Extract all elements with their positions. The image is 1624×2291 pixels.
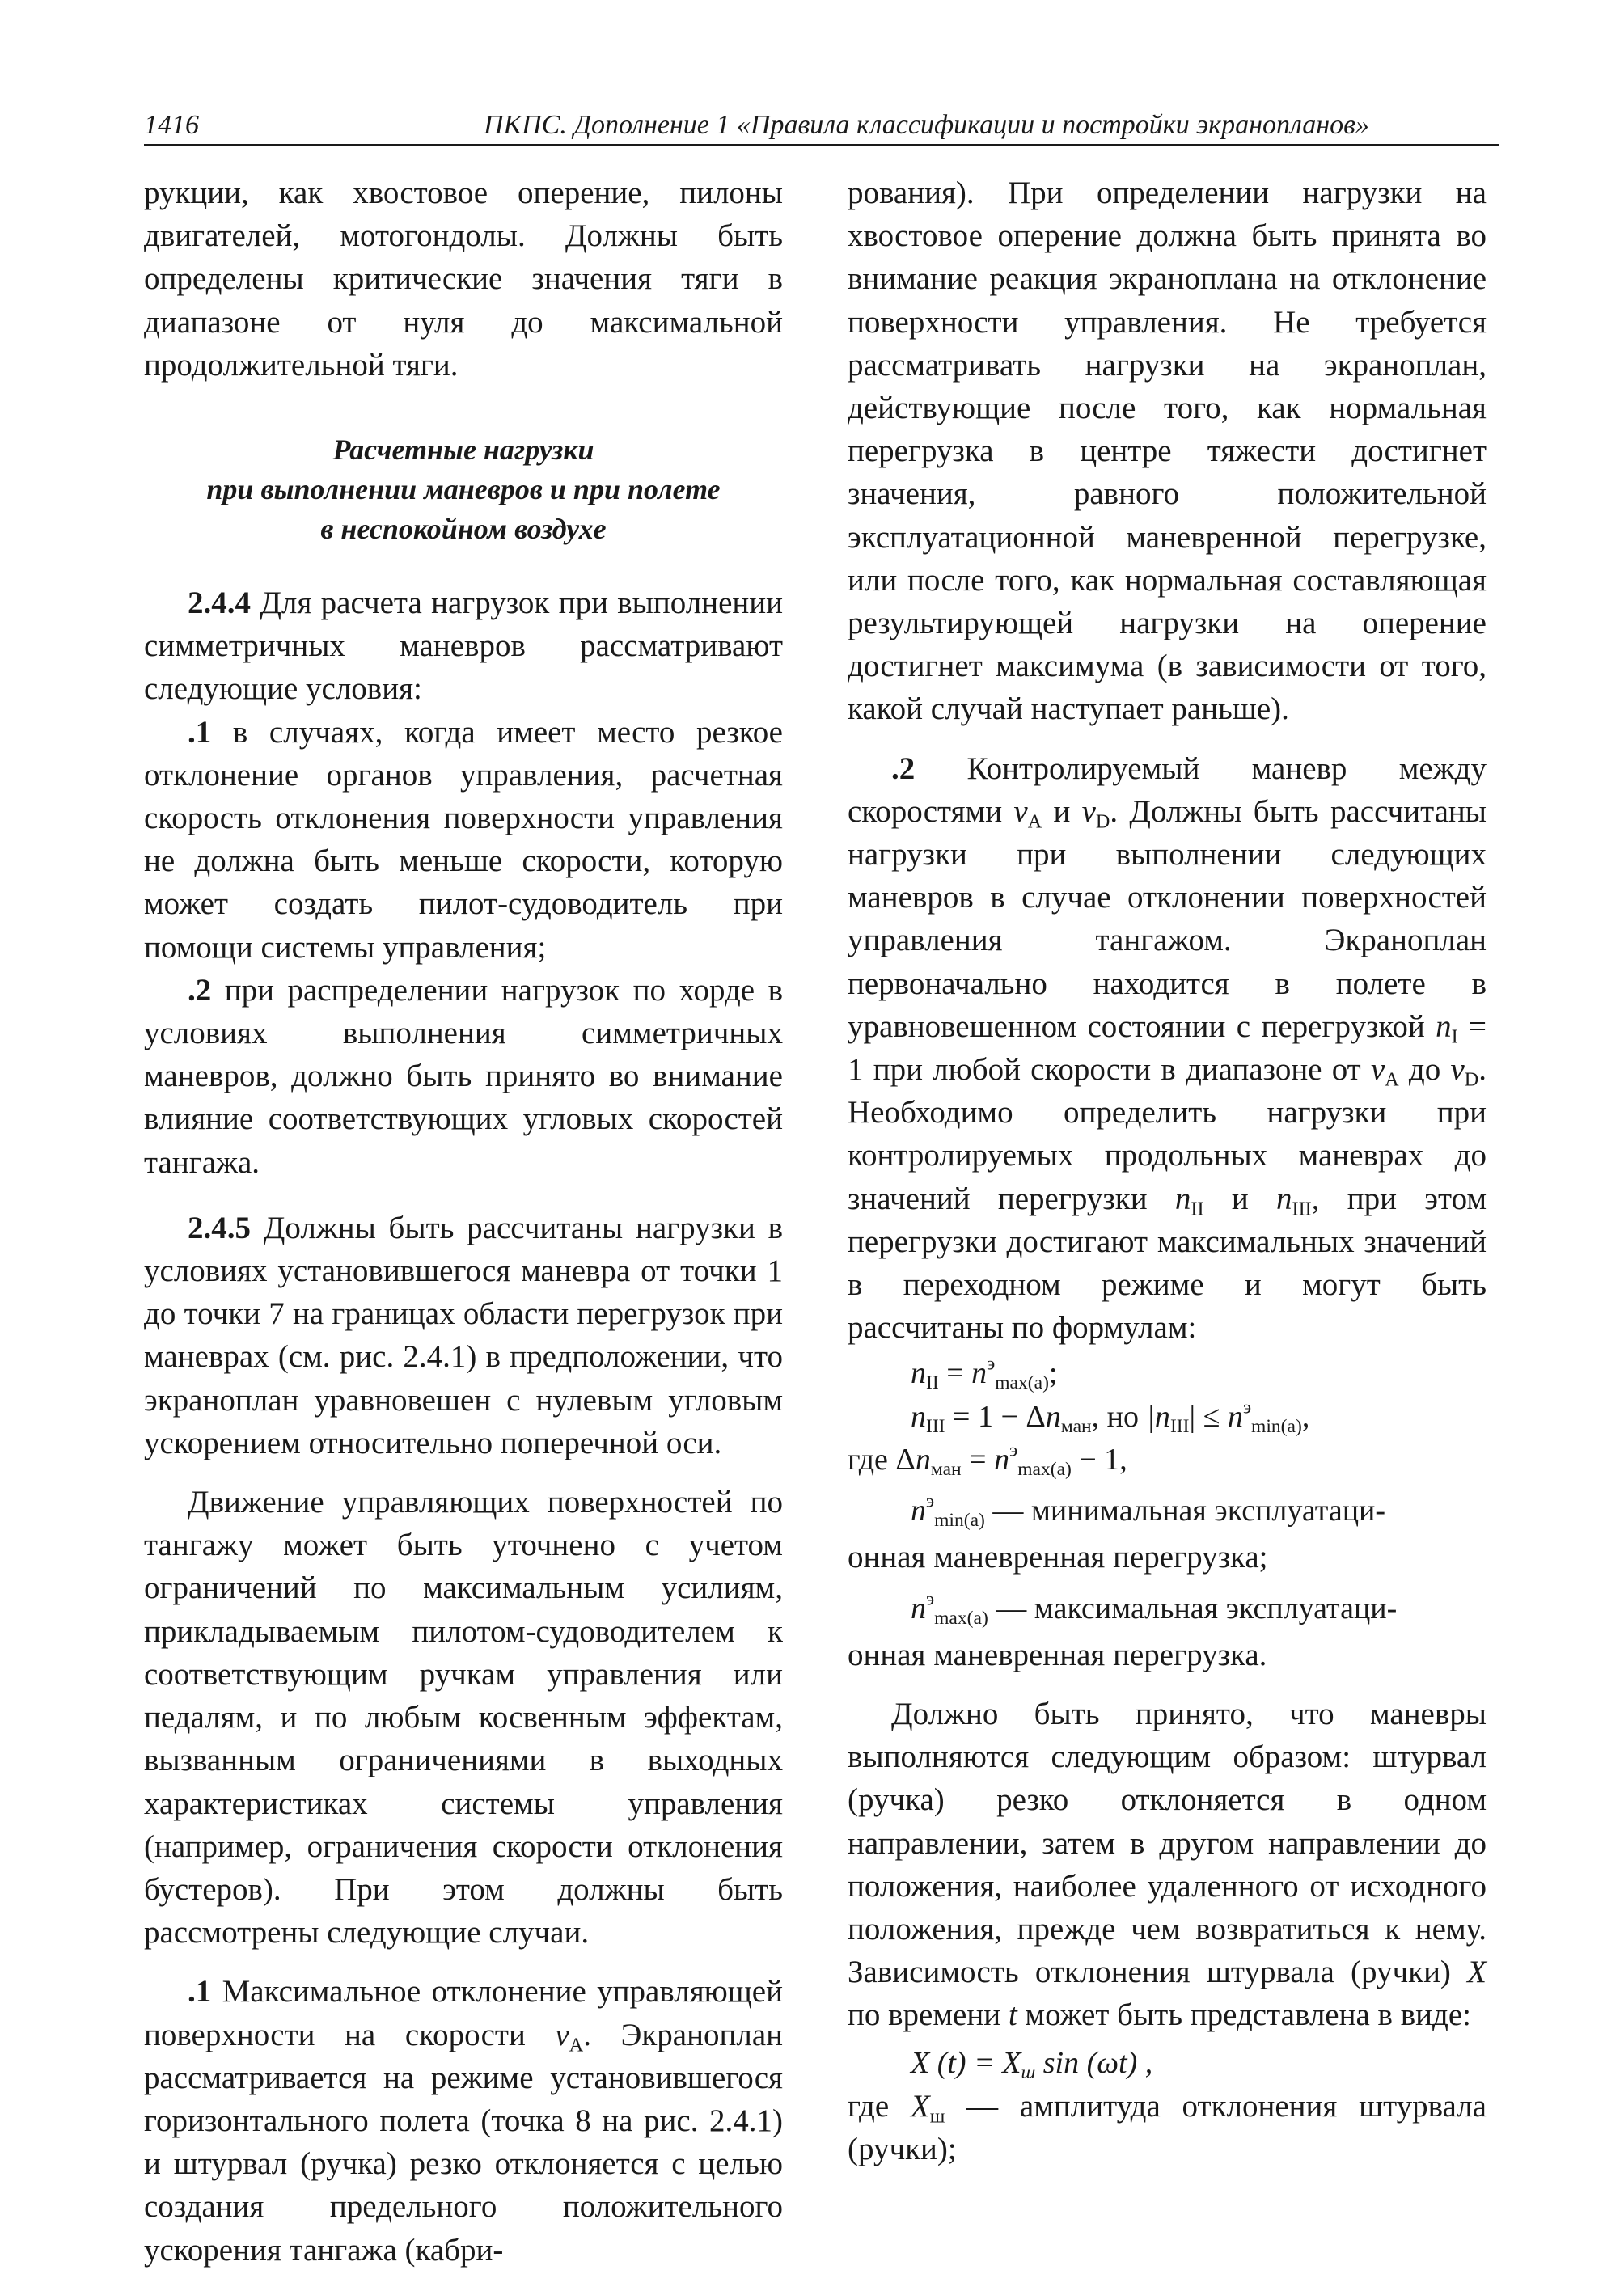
- section-heading: [144, 430, 783, 549]
- formula-delta: где $\Delta n_{ман} = n^э_{max(a)} - 1$,: [848, 1439, 1127, 1480]
- definition-max-cont: онная маневренная перегрузка.: [848, 1637, 1267, 1672]
- clause-number: 2.4.4: [188, 585, 251, 621]
- clause-2-4-5: 2.4.5 Должны быть рассчитаны нагрузки в условиях установившегося маневра от точки 1 до точки 7 на границах области перегрузок при маневрах (см. рис. 2.4.1) в предположении, что экраноплан уравновешен с нулевым угловым ускорением относительно поперечной оси.: [144, 1210, 783, 1460]
- left-column: [144, 171, 783, 2272]
- formula-n3: $n_{III} = 1 - \Delta n_{ман}$, но $|n_{III}| \le n^э_{min(a)}$,: [911, 1397, 1310, 1437]
- definition-max: $n^э_{max(a)}$ — максимальная эксплуатаци-: [911, 1588, 1398, 1629]
- paragraph-continuation: рукции, как хвостовое оперение, пилоны двигателей, мотогондолы. Должны быть определены критические значения тяги в диапазоне от нуля до максимальной продолжительной тяги.: [144, 175, 783, 383]
- paragraph-maneuvers: Должно быть принято, что маневры выполняются следующим образом: штурвал (ручка) резко отклоняется в одном направлении, затем в другом направлении до положения, наиболее удаленного от исходного положения, прежде чем возвратиться к нему. Зависимость отклонения штурвала (ручки) X по времени t может быть представлена в виде:: [848, 1696, 1487, 2033]
- formula-x-t: X $(t) = X_ш$ sin (ωt) ,: [911, 2045, 1153, 2083]
- clause-2-4-4-1: .1 в случаях, когда имеет место резкое отклонение органов управления, расчетная скорость отклонения поверхности управления не должна быть меньше скорости, которую может создать пилот-судоводитель при помощи системы управления;: [144, 714, 783, 965]
- running-header: [144, 102, 1499, 146]
- running-title: ПКПС. Дополнение 1 «Правила классификации и постройки экранопланов»: [484, 110, 1369, 140]
- case-1: .1 Максимальное отклонение управляющей поверхности на скорости $v_A$. Экраноплан рассматривается на режиме установившегося горизонтального полета (точка 8 на рис. 2.4.1) и штурвал (ручка) резко отклоняется с целью создания предельного положительного ускорения тангажа (кабри-: [144, 1974, 783, 2268]
- definition-xsh: где $X_ш$ — амплитуда отклонения штурвала (ручки);: [848, 2088, 1487, 2166]
- right-column: [848, 171, 1487, 2171]
- case-2: .2 Контролируемый маневр между скоростями $v_A$ и $v_D$. Должны быть рассчитаны нагрузки при выполнении следующих маневров в случае отклонении поверхностей управления тангажом. Экраноплан первоначально находится в полете в уравновешенном состоянии с перегрузкой $n_I = 1$ при любой скорости в диапазоне от $v_A$ до $v_D$. Необходимо определить нагрузки при контролируемых продольных маневрах до значений перегрузки $n_{II}$ и $n_{III}$, при этом перегрузки достигают максимальных значений в переходном режиме и могут быть рассчитаны по формулам:: [848, 750, 1487, 1346]
- clause-2-4-4-2: .2 при распределении нагрузок по хорде в условиях выполнения симметричных маневров, должно быть принято во внимание влияние соответствующих угловых скоростей тангажа.: [144, 972, 783, 1180]
- heading-line: при выполнении маневров и при полете: [206, 473, 721, 506]
- clause-2-4-4: 2.4.4 Для расчета нагрузок при выполнении симметричных маневров рассматривают следующие условия:: [144, 585, 783, 707]
- paragraph-motion: Движение управляющих поверхностей по тангажу может быть уточнено с учетом ограничений по максимальным усилиям, прикладываемым пилотом-судоводителем к соответствующим ручкам управления или педалям, и по любым косвенным эффектам, вызванным ограничениями в выходных характеристиках системы управления (например, ограничения скорости отклонения бустеров). При этом должны быть рассмотрены следующие случаи.: [144, 1485, 783, 1951]
- formula-n2: $n_{II} = n^э_{max(a)}$;: [911, 1354, 1058, 1394]
- definition-min-cont: онная маневренная перегрузка;: [848, 1540, 1268, 1575]
- page-number: 1416: [144, 110, 199, 140]
- heading-line: Расчетные нагрузки: [332, 433, 594, 467]
- paragraph-continuation: рования). При определении нагрузки на хвостовое оперение должна быть принята во внимание реакция экраноплана на отклонение поверхности управления. Не требуется рассматривать нагрузки на экраноплан, действующие после того, как нормальная перегрузка в центре тяжести достигнет значения, равного положительной эксплуатационной маневренной перегрузке, или после того, как нормальная составляющая результирующей нагрузки на оперение достигнет максимума (в зависимости от того, какой случай наступает раньше).: [848, 175, 1487, 727]
- definition-min: $n^э_{min(a)}$ — минимальная эксплуатаци-: [911, 1490, 1386, 1532]
- heading-line: в неспокойном воздухе: [320, 513, 607, 546]
- formula-block: [848, 1352, 1487, 1482]
